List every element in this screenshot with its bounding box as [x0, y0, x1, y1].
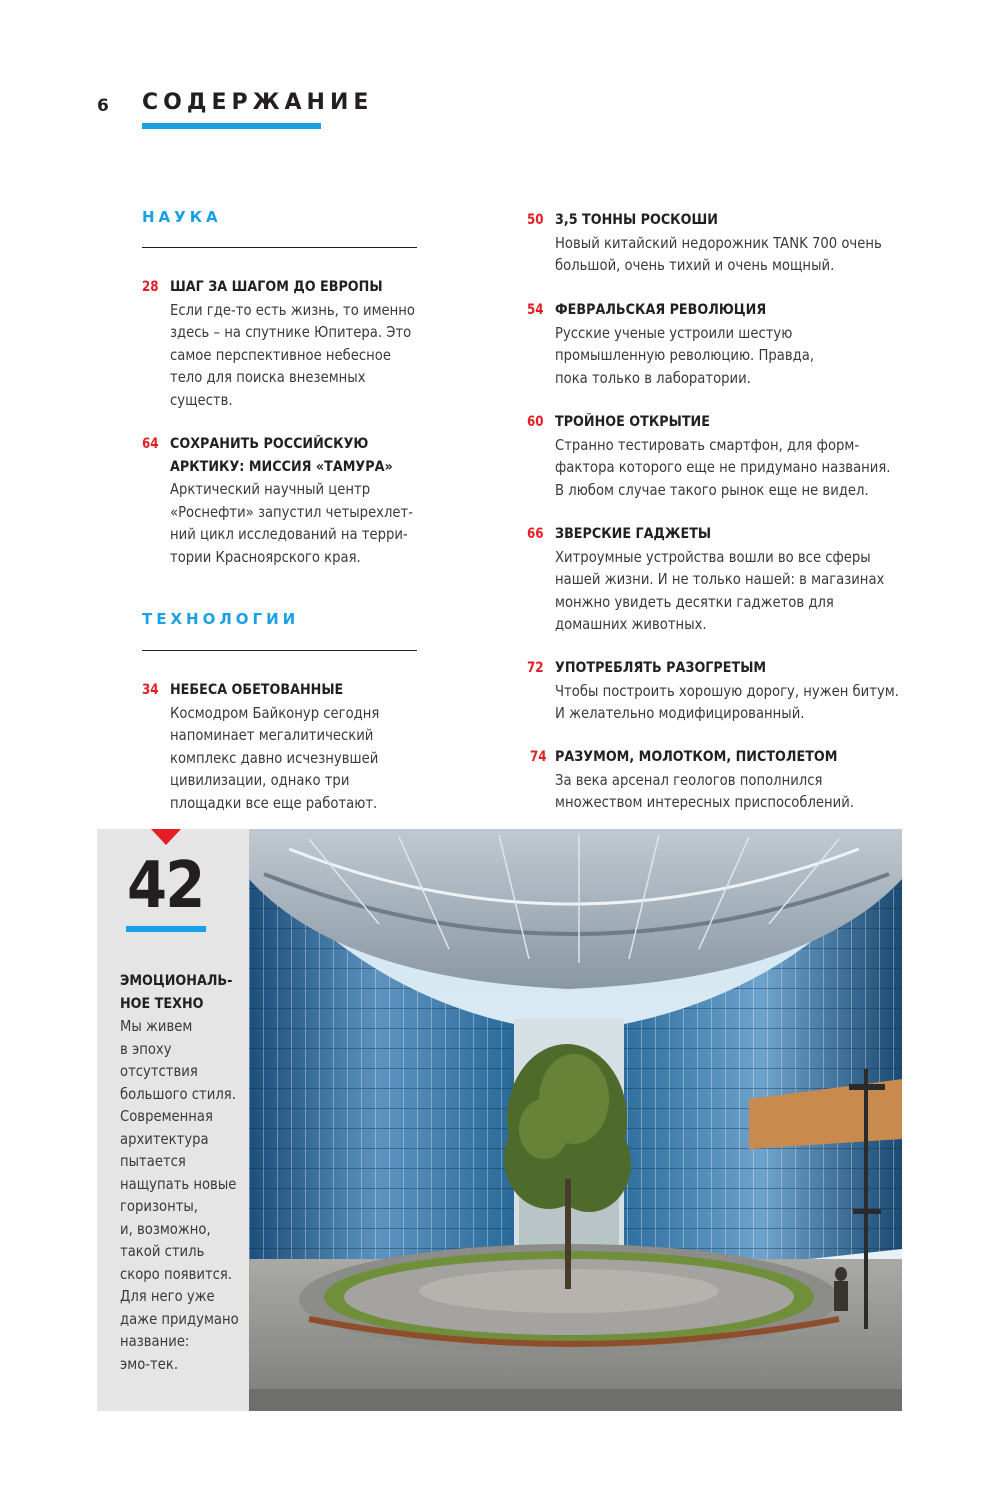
toc-entry-title: РАЗУМОМ, МОЛОТКОМ, ПИСТОЛЕТОМ — [555, 749, 838, 765]
toc-entry-description: существ. — [170, 390, 233, 409]
toc-entry-description: Новый китайский недорожник TANK 700 очень — [555, 233, 882, 252]
feature-text-line: отсутствия — [120, 1062, 198, 1080]
toc-entry-description: тории Красноярского края. — [170, 547, 361, 566]
feature-page-number[interactable]: 42 — [127, 849, 204, 923]
feature-text-line: горизонты, — [120, 1197, 199, 1215]
toc-entry-description: В любом случае такого рынок еще не видел. — [555, 480, 869, 499]
page-number: 6 — [97, 96, 109, 116]
toc-entry-title: ТРОЙНОЕ ОТКРЫТИЕ — [555, 414, 710, 430]
toc-entry-description: большой, очень тихий и очень мощный. — [555, 256, 835, 274]
toc-entry-title: ЗВЕРСКИЕ ГАДЖЕТЫ — [555, 526, 712, 542]
toc-entry-description: здесь – на спутнике Юпитера. Это — [170, 323, 412, 341]
toc-entry-description: напоминает мегалитический — [170, 726, 374, 744]
feature-title[interactable] — [120, 970, 232, 1015]
toc-entry-title: АРКТИКУ: МИССИЯ «ТАМУРА» — [170, 458, 393, 475]
feature-text-line: такой стиль — [120, 1242, 205, 1260]
feature-text-line: нащупать новые — [120, 1174, 237, 1193]
section-heading-science: НАУКА — [142, 208, 222, 226]
page-title: СОДЕРЖАНИЕ — [142, 90, 374, 115]
feature-text-line: архитектура — [120, 1129, 209, 1148]
toc-entry-description: Странно тестировать смартфон, для форм- — [555, 435, 860, 454]
feature-text-line: скоро появится. — [120, 1264, 233, 1283]
toc-entry-description: Русские ученые устроили шестую — [555, 323, 793, 342]
toc-page-number: 34 — [142, 682, 159, 698]
toc-entry-title: СОХРАНИТЬ РОССИЙСКУЮ — [170, 436, 369, 452]
feature-text-line: и, возможно, — [120, 1219, 211, 1238]
toc-entry-description: Арктический научный центр — [170, 480, 371, 498]
toc-entry-description: тело для поиска внеземных — [170, 368, 366, 386]
feature-text-line: большого стиля. — [120, 1084, 236, 1103]
toc-entry-description: Чтобы построить хорошую дорогу, нужен битум. — [555, 681, 899, 700]
toc-page-number: 60 — [527, 414, 544, 430]
toc-entry-description: Если где-то есть жизнь, то именно — [170, 300, 416, 319]
toc-entry-description: ний цикл исследований на терри- — [170, 525, 408, 543]
toc-page-number: 74 — [530, 749, 547, 765]
feature-text-line: в эпоху — [120, 1039, 172, 1058]
toc-entry-title: НЕБЕСА ОБЕТОВАННЫЕ — [170, 682, 344, 698]
toc-page-number: 50 — [527, 212, 544, 228]
feature-text-line: Мы живем — [120, 1017, 193, 1035]
feature-title-line: НОЕ ТЕХНО — [120, 995, 204, 1012]
feature-title-line: ЭМОЦИОНАЛЬ- — [120, 973, 233, 989]
toc-entry-description: За века арсенал геологов пополнился — [555, 770, 823, 789]
toc-entry-title: ФЕВРАЛЬСКАЯ РЕВОЛЮЦИЯ — [555, 302, 767, 318]
section-heading-tech: ТЕХНОЛОГИИ — [142, 610, 300, 628]
toc-page-number: 64 — [142, 436, 159, 452]
toc-entry-description: площадки все еще работают. — [170, 793, 378, 812]
toc-entry-description: нашей жизни. И не только нашей: в магазинах — [555, 570, 885, 588]
toc-entry-description: И желательно модифицированный. — [555, 704, 805, 722]
feature-description — [120, 1015, 239, 1375]
toc-entry-title: УПОТРЕБЛЯТЬ РАЗОГРЕТЫМ — [555, 660, 767, 676]
feature-text-line: Современная — [120, 1107, 213, 1125]
toc-entry-title: 3,5 ТОННЫ РОСКОШИ — [555, 212, 718, 228]
feature-text-line: даже придумано — [120, 1309, 239, 1328]
section-rule — [142, 247, 417, 248]
toc-entry-description: фактора которого еще не придумано названия. — [555, 458, 891, 476]
feature-text-line: эмо-тек. — [120, 1354, 179, 1373]
toc-entry-description: множеством интересных приспособлений. — [555, 793, 855, 811]
toc-entry-description: комплекс давно исчезнувшей — [170, 748, 379, 767]
toc-entry-description: монжно увидеть десятки гаджетов для — [555, 592, 834, 611]
feature-text-line: название: — [120, 1332, 190, 1350]
feature-text-line: пытается — [120, 1152, 186, 1170]
feature-marker-triangle — [151, 829, 181, 845]
toc-entry-description: Хитроумные устройства вошли во все сферы — [555, 547, 871, 566]
toc-entry-description: промышленную революцию. Правда, — [555, 346, 815, 364]
toc-entry-title: ШАГ ЗА ШАГОМ ДО ЕВРОПЫ — [170, 279, 383, 295]
toc-page-number: 54 — [527, 302, 544, 318]
title-underline — [142, 123, 321, 129]
section-rule — [142, 650, 417, 651]
toc-entry-description: «Роснефти» запустил четырехлет- — [170, 502, 414, 521]
toc-entry-description: Космодром Байконур сегодня — [170, 703, 380, 722]
toc-entry-description: домашних животных. — [555, 615, 707, 633]
feature-underline — [126, 926, 206, 932]
toc-entry-description: самое перспективное небесное — [170, 345, 391, 364]
toc-page-number: 72 — [527, 660, 544, 676]
toc-page-number: 66 — [527, 526, 544, 542]
feature-photo — [249, 829, 902, 1411]
toc-page-number: 28 — [142, 279, 159, 295]
feature-text-line: Для него уже — [120, 1287, 215, 1305]
toc-entry-description: цивилизации, однако три — [170, 771, 350, 789]
toc-entry-description: пока только в лаборатории. — [555, 368, 751, 387]
